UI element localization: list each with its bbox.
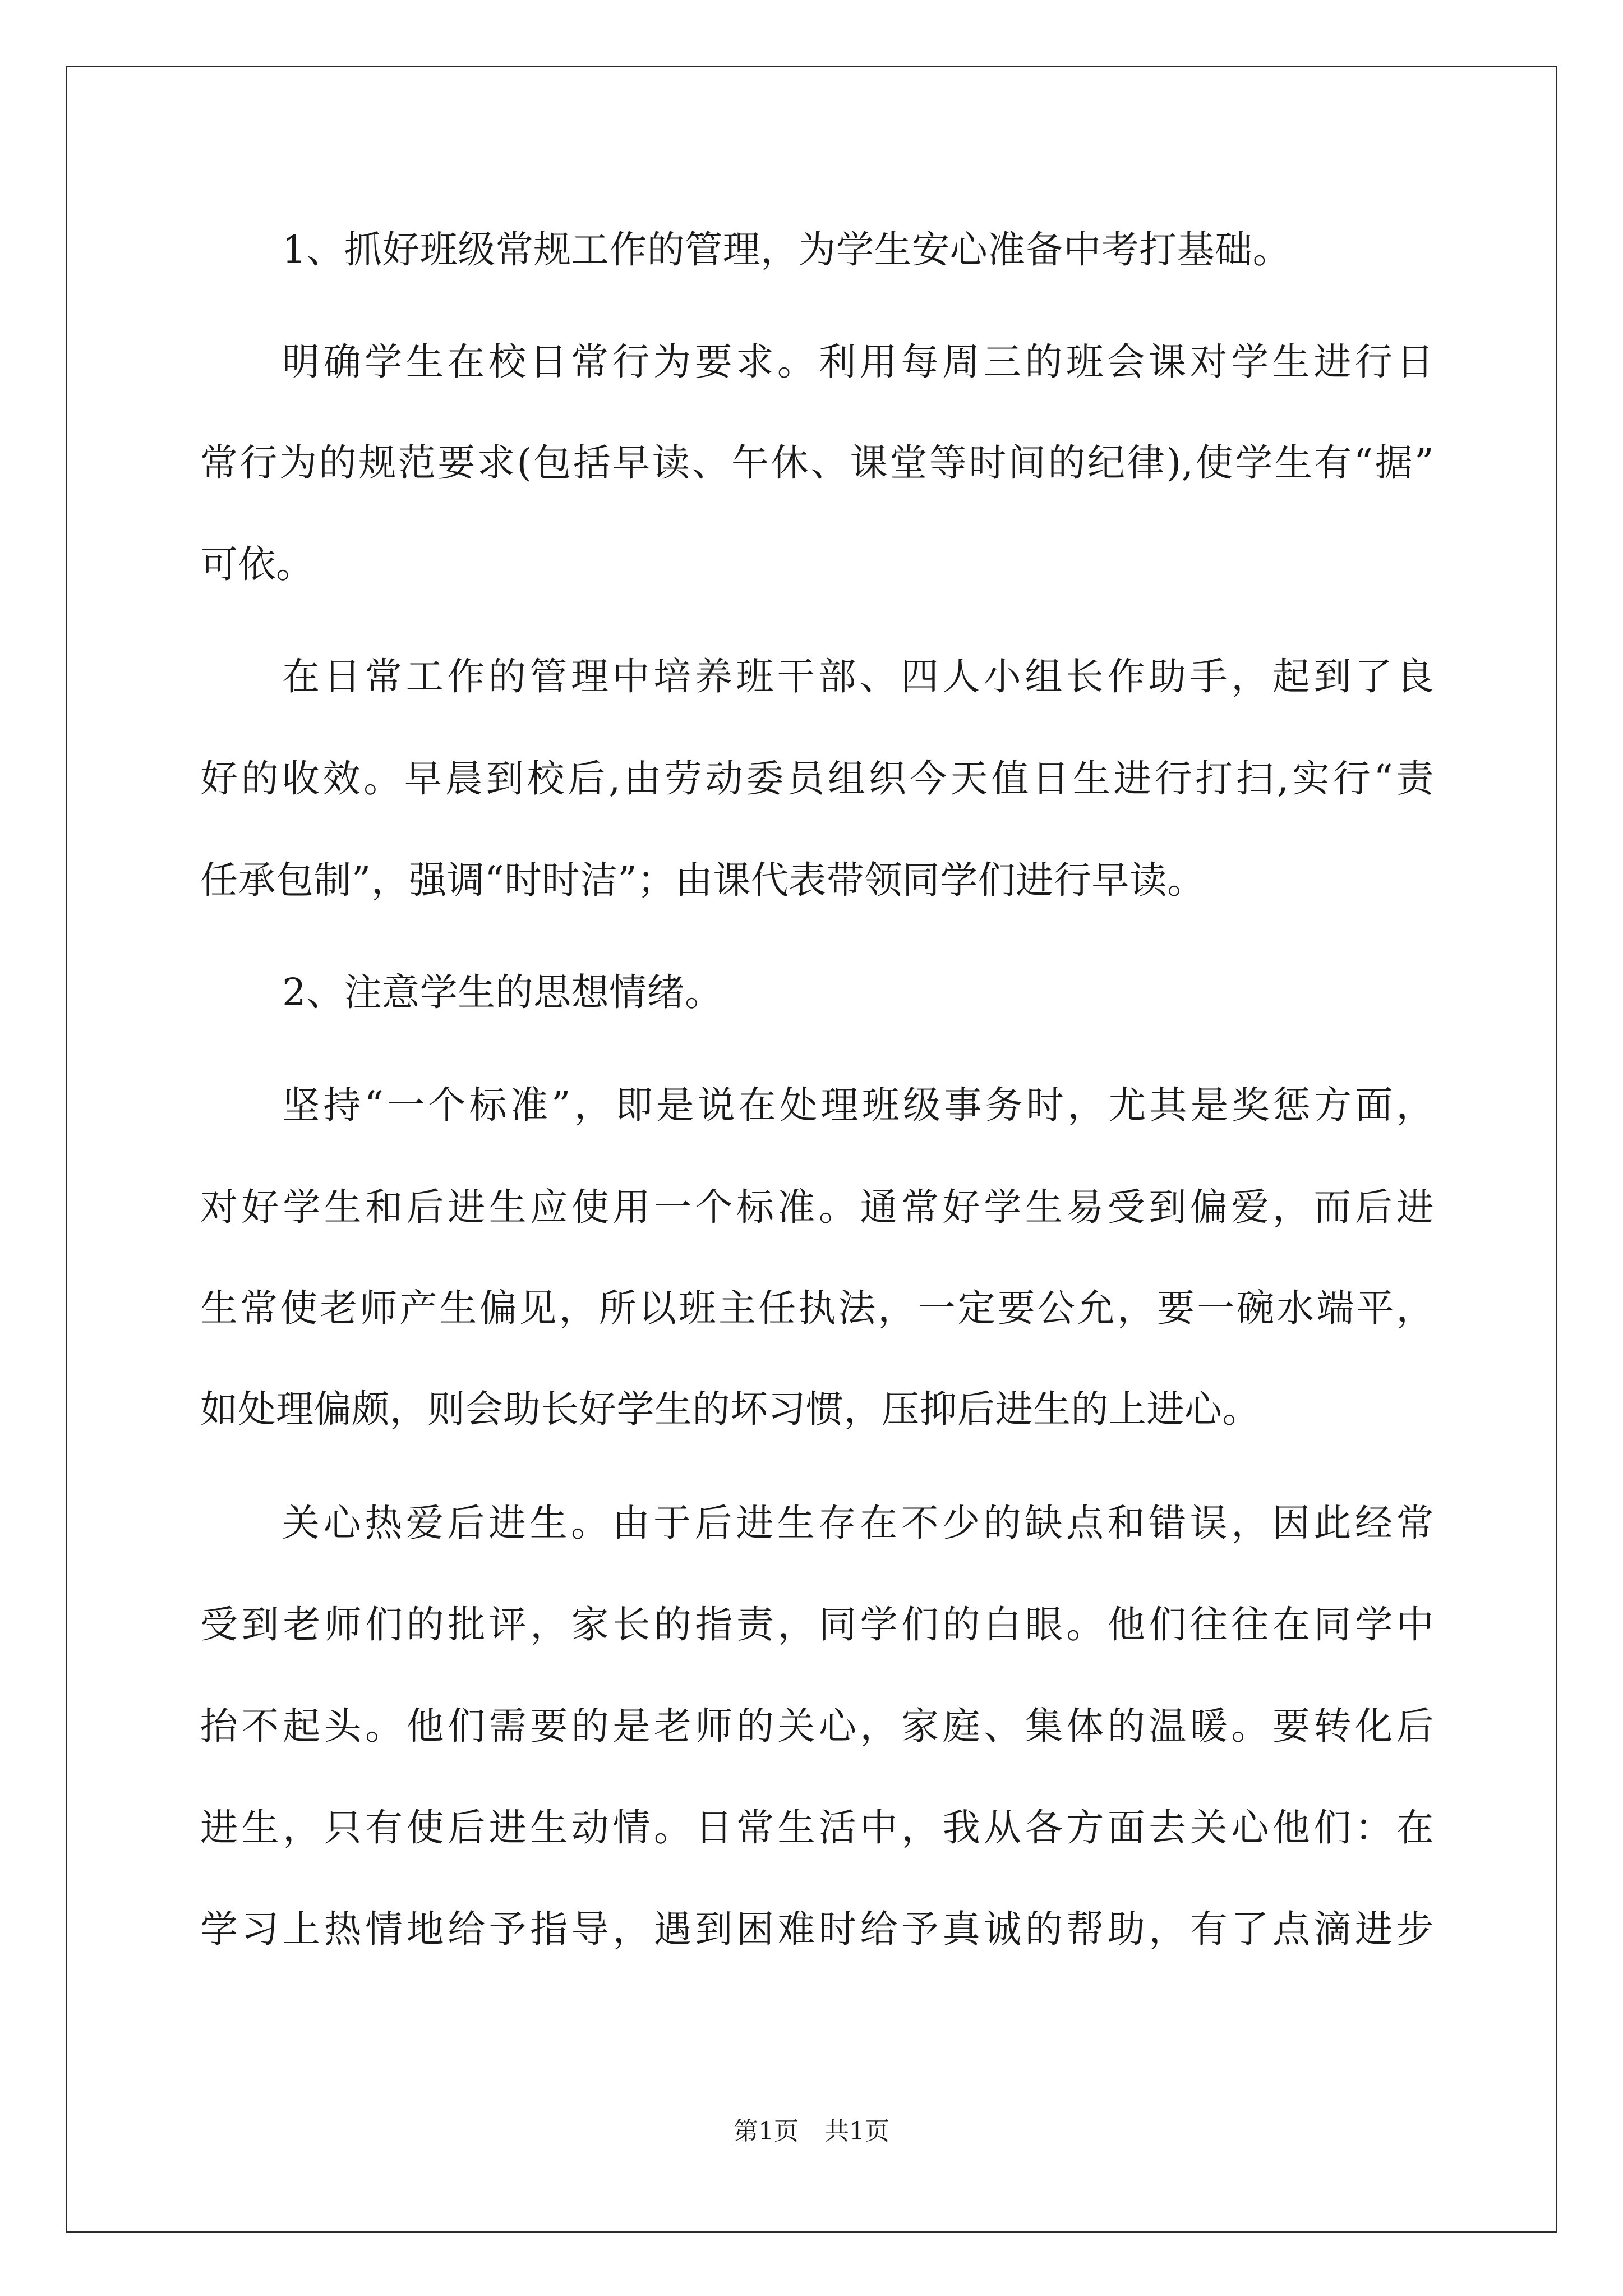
paragraph-line: 常行为的规范要求(包括早读、午休、课堂等时间的纪律),使学生有“据”	[200, 441, 1434, 485]
page-number: 第1页	[734, 2117, 799, 2146]
paragraph-line: 关心热爱后进生。由于后进生存在不少的缺点和错误，因此经常	[282, 1501, 1434, 1545]
paragraph-line: 在日常工作的管理中培养班干部、四人小组长作助手，起到了良	[282, 655, 1434, 698]
paragraph-line: 坚持“一个标准”，即是说在处理班级事务时，尤其是奖惩方面，	[282, 1083, 1434, 1127]
paragraph-line: 可依。	[200, 542, 314, 586]
document-body	[200, 0, 1434, 2296]
page-footer	[0, 2115, 1623, 2148]
paragraph-line: 生常使老师产生偏见，所以班主任执法，一定要公允，要一碗水端平，	[200, 1286, 1434, 1330]
page-total: 共1页	[824, 2117, 889, 2146]
paragraph-line: 1、抓好班级常规工作的管理，为学生安心准备中考打基础。	[282, 228, 1291, 272]
paragraph-line: 对好学生和后进生应使用一个标准。通常好学生易受到偏爱，而后进	[200, 1185, 1434, 1229]
paragraph-line: 2、注意学生的思想情绪。	[282, 970, 723, 1014]
paragraph-line: 任承包制”，强调“时时洁”；由课代表带领同学们进行早读。	[200, 858, 1205, 902]
paragraph-line: 明确学生在校日常行为要求。利用每周三的班会课对学生进行日	[282, 340, 1434, 384]
paragraph-line: 好的收效。早晨到校后,由劳动委员组织今天值日生进行打扫,实行“责	[200, 757, 1434, 800]
paragraph-line: 抬不起头。他们需要的是老师的关心，家庭、集体的温暖。要转化后	[200, 1704, 1434, 1748]
paragraph-line: 进生，只有使后进生动情。日常生活中，我从各方面去关心他们：在	[200, 1806, 1434, 1849]
paragraph-line: 受到老师们的批评，家长的指责，同学们的白眼。他们往往在同学中	[200, 1603, 1434, 1646]
paragraph-line: 如处理偏颇，则会助长好学生的坏习惯，压抑后进生的上进心。	[200, 1387, 1260, 1431]
paragraph-line: 学习上热情地给予指导，遇到困难时给予真诚的帮助，有了点滴进步	[200, 1907, 1434, 1951]
